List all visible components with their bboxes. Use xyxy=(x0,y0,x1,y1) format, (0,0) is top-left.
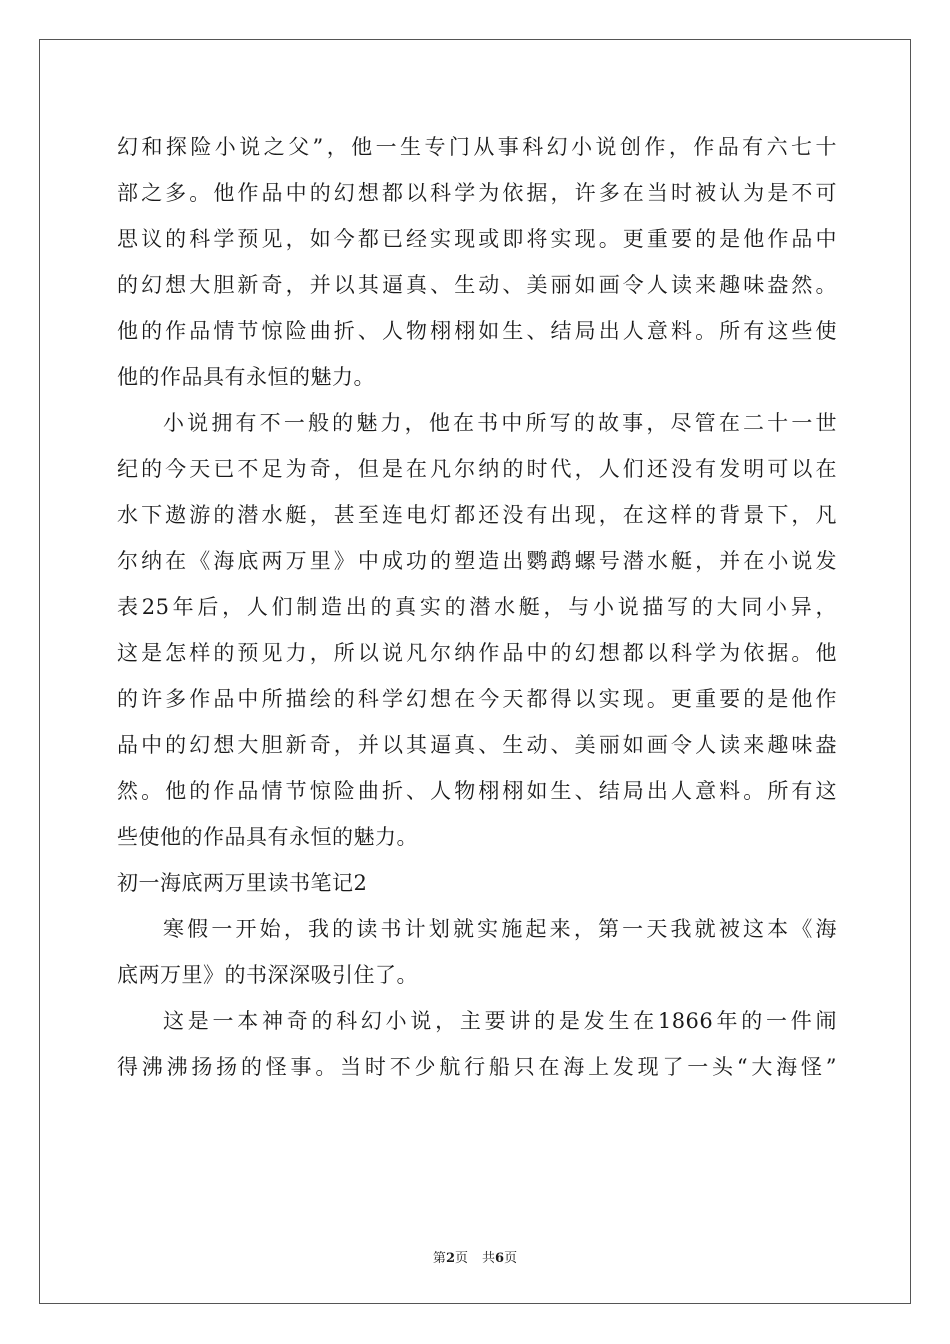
text-line: 幻和探险小说之父”，他一生专门从事科幻小说创作，作品有六七十 xyxy=(117,135,837,159)
page-suffix: 页 xyxy=(454,1251,468,1266)
page-total: 6 xyxy=(495,1251,505,1266)
text-line: 的许多作品中所描绘的科学幻想在今天都得以实现。更重要的是他作 xyxy=(117,687,837,711)
text-line: 这是怎样的预见力，所以说凡尔纳作品中的幻想都以科学为依据。他 xyxy=(117,641,837,665)
section-heading: 初一海底两万里读书笔记2 xyxy=(117,871,368,895)
text-line: 小说拥有不一般的魅力，他在书中所写的故事，尽管在二十一世 xyxy=(163,411,837,435)
text-line: 他的作品具有永恒的魅力。 xyxy=(117,365,375,389)
text-line: 的幻想大胆新奇，并以其逼真、生动、美丽如画令人读来趣味盎然。 xyxy=(117,273,837,297)
text-line: 尔纳在《海底两万里》中成功的塑造出鹦鹉螺号潜水艇，并在小说发 xyxy=(117,549,837,573)
text-line: 表25年后，人们制造出的真实的潜水艇，与小说描写的大同小异， xyxy=(117,595,837,619)
total-suffix: 页 xyxy=(504,1251,518,1266)
text-line: 他的作品情节惊险曲折、人物栩栩如生、结局出人意料。所有这些使 xyxy=(117,319,837,343)
total-prefix: 共 xyxy=(482,1251,496,1266)
text-line: 品中的幻想大胆新奇，并以其逼真、生动、美丽如画令人读来趣味盎 xyxy=(117,733,837,757)
text-line: 得沸沸扬扬的怪事。当时不少航行船只在海上发现了一头“大海怪” xyxy=(117,1055,837,1079)
page-footer xyxy=(0,1247,950,1266)
text-line: 这是一本神奇的科幻小说，主要讲的是发生在1866年的一件闹 xyxy=(163,1009,837,1033)
text-line: 寒假一开始，我的读书计划就实施起来，第一天我就被这本《海 xyxy=(163,917,837,941)
page-prefix: 第 xyxy=(432,1251,446,1266)
text-line: 些使他的作品具有永恒的魅力。 xyxy=(117,825,418,849)
text-line: 思议的科学预见，如今都已经实现或即将实现。更重要的是他作品中 xyxy=(117,227,837,251)
text-line: 水下遨游的潜水艇，甚至连电灯都还没有出现，在这样的背景下，凡 xyxy=(117,503,837,527)
text-line: 部之多。他作品中的幻想都以科学为依据，许多在当时被认为是不可 xyxy=(117,181,837,205)
text-line: 然。他的作品情节惊险曲折、人物栩栩如生、结局出人意料。所有这 xyxy=(117,779,837,803)
text-line: 底两万里》的书深深吸引住了。 xyxy=(117,963,418,987)
page-current: 2 xyxy=(445,1251,455,1266)
text-line: 纪的今天已不足为奇，但是在凡尔纳的时代，人们还没有发明可以在 xyxy=(117,457,837,481)
document-body xyxy=(117,124,837,1090)
